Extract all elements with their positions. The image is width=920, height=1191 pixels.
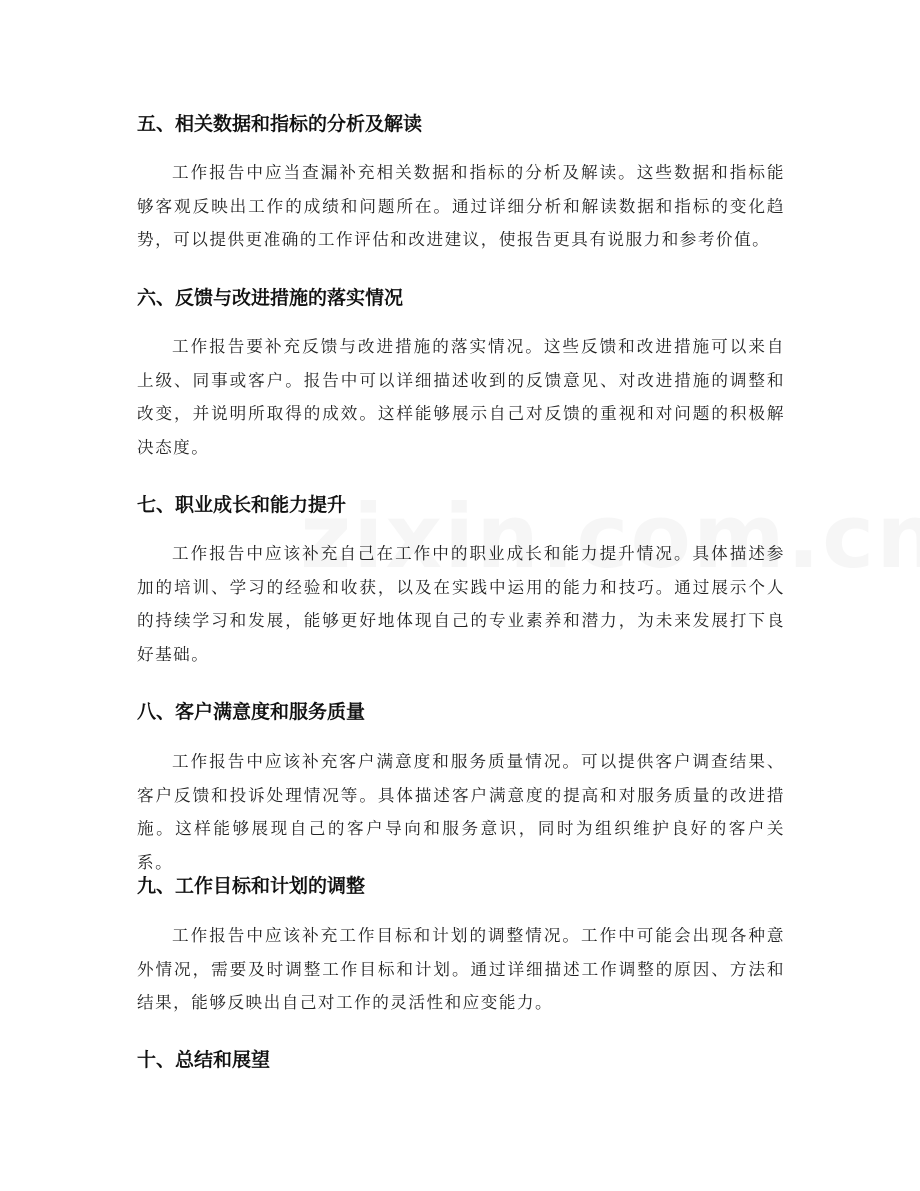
- section-7-body: 工作报告中应该补充自己在工作中的职业成长和能力提升情况。具体描述参加的培训、学习的经验和收获，以及在实践中运用的能力和技巧。通过展示个人的持续学习和发展，能够更好地体现自己的专业素养和潜力，为未来发展打下良好基础。: [137, 544, 785, 664]
- section-9-heading: 九、工作目标和计划的调整: [137, 875, 366, 897]
- section-7-heading: 七、职业成长和能力提升: [137, 494, 347, 516]
- section-5-heading: 五、相关数据和指标的分析及解读: [137, 113, 423, 135]
- section-8-body: 工作报告中应该补充客户满意度和服务质量情况。可以提供客户调查结果、客户反馈和投诉处理情况等。具体描述客户满意度的提高和对服务质量的改进措施。这样能够展现自己的客户导向和服务意识，同时为组织维护良好的客户关系。: [137, 752, 785, 872]
- section-9-body: 工作报告中应该补充工作目标和计划的调整情况。工作中可能会出现各种意外情况，需要及时调整工作目标和计划。通过详细描述工作调整的原因、方法和结果，能够反映出自己对工作的灵活性和应变能力。: [137, 926, 785, 1012]
- section-5-body: 工作报告中应当查漏补充相关数据和指标的分析及解读。这些数据和指标能够客观反映出工作的成绩和问题所在。通过详细分析和解读数据和指标的变化趋势，可以提供更准确的工作评估和改进建议，使报告更具有说服力和参考价值。: [137, 163, 785, 249]
- section-6-body: 工作报告要补充反馈与改进措施的落实情况。这些反馈和改进措施可以来自上级、同事或客户。报告中可以详细描述收到的反馈意见、对改进措施的调整和改变，并说明所取得的成效。这样能够展示自己对反馈的重视和对问题的积极解决态度。: [137, 337, 785, 457]
- section-6-heading: 六、反馈与改进措施的落实情况: [137, 287, 404, 309]
- section-10-heading: 十、总结和展望: [137, 1049, 271, 1071]
- section-8-heading: 八、客户满意度和服务质量: [137, 701, 366, 723]
